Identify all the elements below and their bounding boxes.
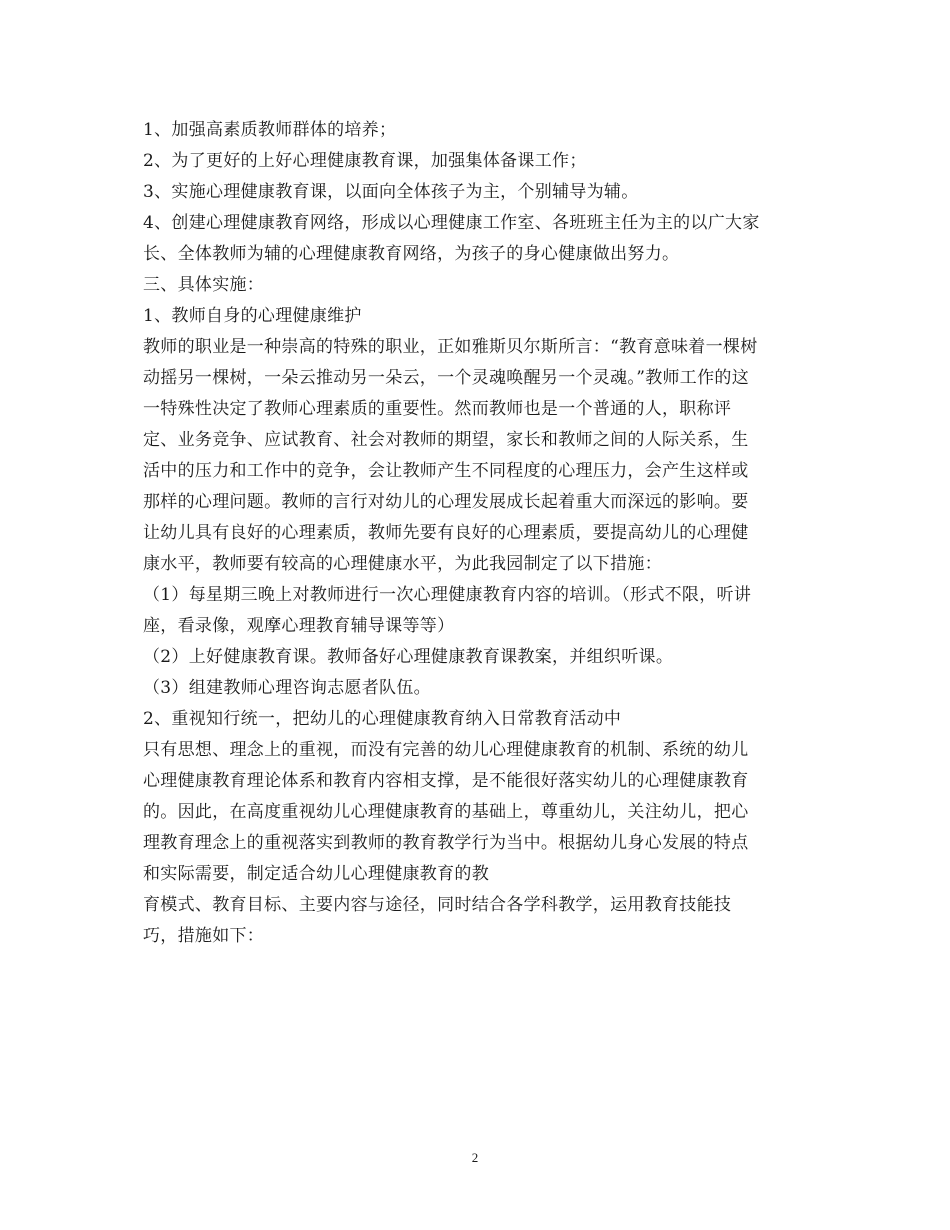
page-number: 2 xyxy=(471,1150,479,1165)
text-line: 4、创建心理健康教育网络，形成以心理健康工作室、各班班主任为主的以广大家 xyxy=(143,213,760,233)
list-item: （2）上好健康教育课。教师备好心理健康教育课教案，并组织听课。 xyxy=(143,647,674,667)
text-line: 理教育理念上的重视落实到教师的教育教学行为当中。根据幼儿身心发展的特点 xyxy=(143,833,749,853)
text-line: 3、实施心理健康教育课，以面向全体孩子为主，个别辅导为辅。 xyxy=(143,182,639,202)
subsection-heading: 1、教师自身的心理健康维护 xyxy=(143,306,362,326)
text-line: 康水平，教师要有较高的心理健康水平，为此我园制定了以下措施： xyxy=(143,554,662,574)
subsection-heading: 2、重视知行统一，把幼儿的心理健康教育纳入日常教育活动中 xyxy=(143,709,622,729)
text-line: 1、加强高素质教师群体的培养； xyxy=(143,120,397,140)
text-line: 定、业务竞争、应试教育、社会对教师的期望，家长和教师之间的人际关系，生 xyxy=(143,430,749,450)
text-line: 心理健康教育理论体系和教育内容相支撑，是不能很好落实幼儿的心理健康教育 xyxy=(143,771,749,791)
text-line: 和实际需要，制定适合幼儿心理健康教育的教 xyxy=(143,864,489,884)
list-item: （3）组建教师心理咨询志愿者队伍。 xyxy=(143,678,431,698)
text-line: 一特殊性决定了教师心理素质的重要性。然而教师也是一个普通的人，职称评 xyxy=(143,399,732,419)
text-line: 育模式、教育目标、主要内容与途径，同时结合各学科教学，运用教育技能技 xyxy=(143,895,732,915)
text-line: 座，看录像，观摩心理教育辅导课等等） xyxy=(143,616,455,636)
text-line: 的。因此，在高度重视幼儿心理健康教育的基础上，尊重幼儿，关注幼儿，把心 xyxy=(143,802,749,822)
section-heading: 三、具体实施： xyxy=(143,275,265,295)
text-line: 长、全体教师为辅的心理健康教育网络，为孩子的身心健康做出努力。 xyxy=(143,244,680,264)
text-line: 教师的职业是一种崇高的特殊的职业，正如雅斯贝尔斯所言：“教育意味着一棵树 xyxy=(143,337,758,357)
list-item: （1）每星期三晚上对教师进行一次心理健康教育内容的培训。（形式不限，听讲 xyxy=(143,585,752,605)
text-line: 活中的压力和工作中的竞争，会让教师产生不同程度的心理压力，会产生这样或 xyxy=(143,461,749,481)
text-line: 只有思想、理念上的重视，而没有完善的幼儿心理健康教育的机制、系统的幼儿 xyxy=(143,740,749,760)
document-body xyxy=(143,115,813,952)
text-line: 那样的心理问题。教师的言行对幼儿的心理发展成长起着重大而深远的影响。要 xyxy=(143,492,749,512)
text-line: 2、为了更好的上好心理健康教育课，加强集体备课工作； xyxy=(143,151,587,171)
text-line: 巧，措施如下： xyxy=(143,926,265,946)
text-line: 让幼儿具有良好的心理素质，教师先要有良好的心理素质，要提高幼儿的心理健 xyxy=(143,523,749,543)
text-line: 动摇另一棵树，一朵云推动另一朵云，一个灵魂唤醒另一个灵魂。”教师工作的这 xyxy=(143,368,749,388)
